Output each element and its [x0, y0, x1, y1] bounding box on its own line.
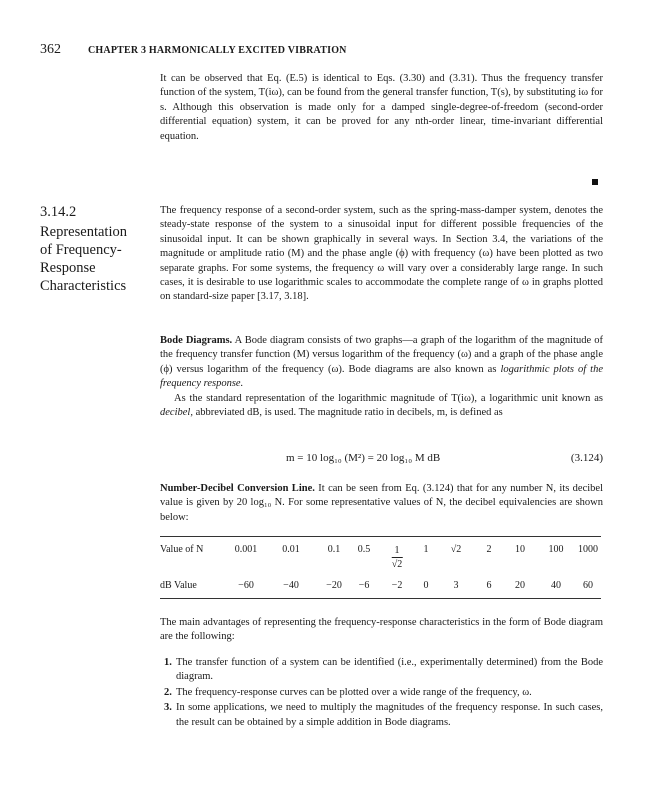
- intro-paragraph: [160, 72, 603, 144]
- list-item: [160, 656, 603, 685]
- advantages-intro-text: The main advantages of representing the frequency-response characteristics in the form of Bode diagram are the following:: [160, 617, 603, 643]
- list-item-text: In some applications, we need to multiply the magnitudes of the frequency response. In such cases, the result can be obtained by a simple addition in Bode diagrams.: [176, 702, 603, 728]
- list-item-number: 3.: [164, 702, 172, 714]
- list-item: [160, 701, 603, 730]
- table-cell: −60: [238, 580, 254, 591]
- section-title-line: Characteristics: [40, 278, 127, 294]
- decibel-text-b: abbreviated dB, is used. The magnitude ratio in decibels, m, is defined as: [195, 407, 503, 419]
- table-cell: 20: [515, 580, 525, 591]
- conversion-paragraph: [160, 482, 603, 525]
- section-title-line: of Frequency-: [40, 242, 122, 258]
- table-cell: 60: [583, 580, 593, 591]
- table-bottom-rule: [160, 598, 601, 599]
- table-cell: 6: [486, 580, 492, 591]
- fraction-denominator: √2: [391, 559, 403, 570]
- section-title-line: Response: [40, 260, 96, 276]
- conversion-text: It can be seen from Eq. (3.124) that for any number N, its decibel value is given by 20 log₁₀ N. For some representative values of N, the decibel equivalencies are shown below:: [160, 483, 603, 523]
- table-cell: 1000: [578, 544, 598, 555]
- section-paragraph: [160, 204, 603, 305]
- table-cell: 0.01: [282, 544, 300, 555]
- table-cell: −2: [391, 580, 403, 591]
- table-cell: 3: [453, 580, 459, 591]
- table-cell: 100: [548, 544, 564, 555]
- table-cell: √2: [450, 544, 462, 555]
- equation-3-124: [160, 452, 603, 470]
- equation-expression: m = 10 log₁₀ (M²) = 20 log₁₀ M dB: [286, 452, 441, 464]
- table-cell: −6: [358, 580, 370, 591]
- bode-text: A Bode diagram consists of two graphs—a graph of the logarithm of the magnitude of the frequency transfer function (M) versus logarithm of the frequency (ω) and a graph of the phase angle (ϕ) versus logarithm of the frequency (ω). Bode diagrams are also known as: [160, 335, 603, 375]
- equation-number: (3.124): [570, 452, 603, 464]
- section-title-line: Representation: [40, 224, 127, 240]
- table-cell: 0.5: [357, 544, 371, 555]
- table-cell: 40: [551, 580, 561, 591]
- table-cell: −20: [326, 580, 342, 591]
- table-cell: 10: [515, 544, 525, 555]
- table-cell: 0.001: [234, 544, 258, 555]
- table-cell: 2: [486, 544, 492, 555]
- fraction-numerator: 1: [392, 544, 403, 558]
- bode-paragraph: [160, 334, 603, 420]
- table-cell: 0: [423, 580, 429, 591]
- list-item: [160, 686, 603, 700]
- list-item-number: 2.: [164, 686, 172, 698]
- advantages-intro: [160, 616, 603, 645]
- conversion-heading: Number-Decibel Conversion Line.: [160, 483, 315, 494]
- decibel-text-a: As the standard representation of the logarithmic magnitude of T(iω), a logarithmic unit known as: [174, 392, 603, 404]
- chapter-title: CHAPTER 3 HARMONICALLY EXCITED VIBRATION: [88, 45, 347, 56]
- table-cell: 0.1: [327, 544, 341, 555]
- end-of-example-mark: [592, 179, 598, 185]
- section-text: The frequency response of a second-order system, such as the spring-mass-damper system, denotes the steady-state response of the system to a sinusoidal input for different possible frequencies of the sinusoidal input. It can be shown graphically in several ways. In Section 3.4, the variations of the magnitude or amplitude ratio (M) and the phase angle (ϕ) with frequency (ω) have been plotted as two separate graphs. For some systems, the frequency ω will vary over a considerably large range. In such cases, it is desirable to use logarithmic scales to accommodate the complete range of ω in graphs plotted on standard-size paper [3.17, 3.18].: [160, 205, 603, 303]
- bode-italic: logarithmic plots of the frequency response.: [160, 363, 604, 390]
- section-number: 3.14.2: [40, 204, 77, 220]
- row-label-value: Value of N: [160, 544, 204, 555]
- list-item-text: The transfer function of a system can be identified (i.e., experimentally determined) from the Bode diagram.: [176, 657, 603, 683]
- table-row-db: [160, 580, 601, 610]
- row-label-db: dB Value: [160, 580, 197, 591]
- page-header: [40, 42, 605, 64]
- list-item-text: The frequency-response curves can be plotted over a wide range of the frequency, ω.: [176, 686, 532, 698]
- list-item-number: 1.: [164, 657, 172, 668]
- advantages-list: [160, 656, 603, 731]
- bode-heading: Bode Diagrams.: [160, 335, 233, 346]
- table-row-values: [160, 544, 601, 574]
- section-heading: [40, 203, 155, 295]
- page-number: 362: [40, 42, 61, 57]
- table-cell: 1: [423, 544, 429, 555]
- table-cell-fraction: [392, 544, 403, 571]
- decibel-italic: decibel,: [160, 407, 193, 419]
- intro-text: It can be observed that Eq. (E.5) is identical to Eqs. (3.30) and (3.31). Thus the frequency transfer function of the system, T(iω), can be found from the general transfer function, T(s), by substituting iω for s. Although this observation is made only for a damped single-degree-of-freedom (second-order differential equation) system, it can be proved for any nth-order linear, time-invariant differential equation.: [160, 73, 603, 142]
- table-top-rule: [160, 536, 601, 537]
- table-cell: −40: [283, 580, 299, 591]
